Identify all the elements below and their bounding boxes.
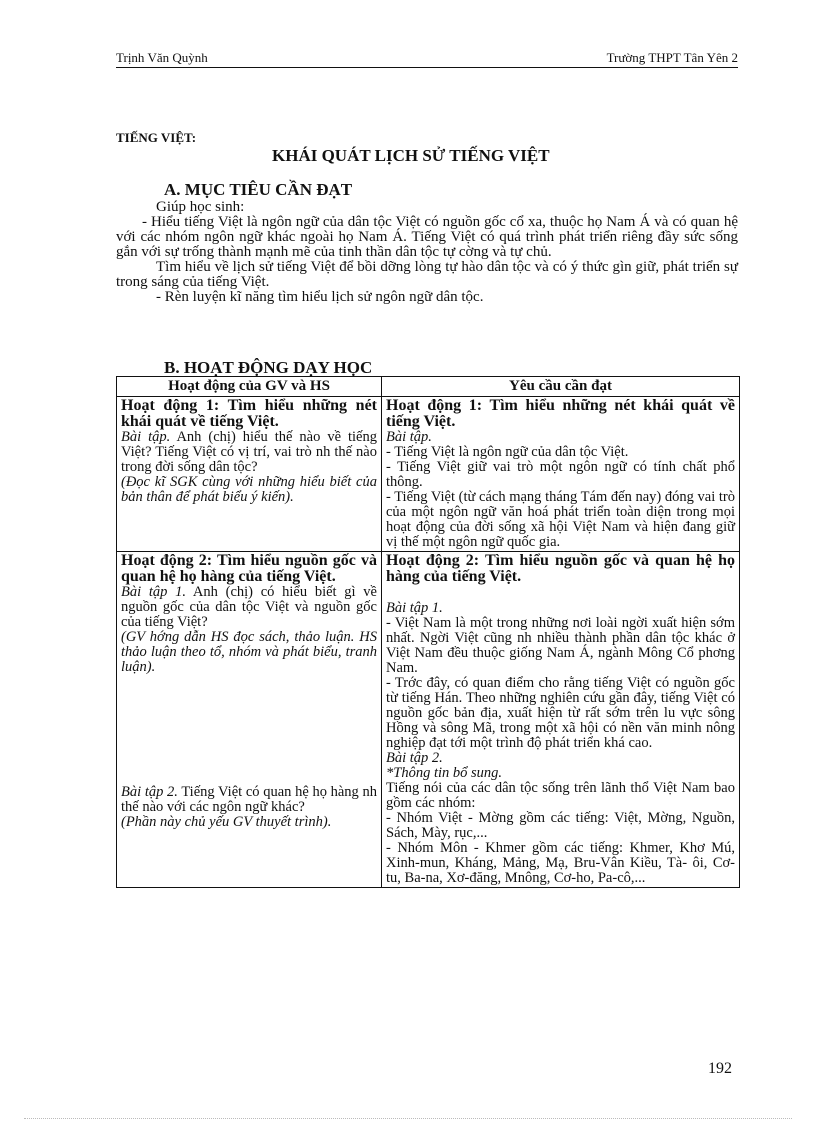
activities-table — [116, 376, 740, 888]
page-header — [116, 50, 738, 68]
exercise-1-note: (GV hớng dẫn HS đọc sách, thảo luận. HS thảo luận theo tổ, nhóm và phát biểu, tranh luận). — [121, 629, 377, 675]
answer-paragraph: - Nhóm Việt - Mờng gồm các tiếng: Việt, Mờng, Nguồn, Sách, Mày, rục,... — [386, 810, 735, 841]
exercise-1-label: Bài tập 1. — [386, 600, 443, 616]
row2-right-cell — [382, 552, 740, 888]
activity-2-title-left: Hoạt động 2: Tìm hiểu nguồn gốc và quan hệ họ hàng của tiếng Việt. — [121, 552, 377, 585]
row2-left-cell — [117, 552, 382, 888]
table-row — [117, 397, 740, 552]
section-a-heading: A. MỤC TIÊU CẦN ĐẠT — [164, 180, 353, 199]
activity-1-title-left: Hoạt động 1: Tìm hiểu những nét khái quát về tiếng Việt. — [121, 397, 377, 430]
subject-label: TIẾNG VIỆT: — [116, 130, 197, 145]
header-school: Trường THPT Tân Yên 2 — [606, 50, 738, 65]
activity-2-title-right: Hoạt động 2: Tìm hiểu nguồn gốc và quan hệ họ hàng của tiếng Việt. — [386, 552, 735, 585]
exercise-1-text: Anh (chị) có hiểu biết gì về nguồn gốc của dân tộc Việt và nguồn gốc của tiếng Việt? — [121, 584, 377, 630]
exercise-2-question — [121, 785, 377, 815]
answer-line: - Tiếng Việt giữ vai trò một ngôn ngữ có tính chất phổ thông. — [386, 459, 735, 490]
intro-paragraph-1: - Hiểu tiếng Việt là ngôn ngữ của dân tộc Việt có nguồn gốc cổ xa, thuộc họ Nam Á và có quan hệ với các nhóm ngôn ngữ khác ngoài họ Nam Á. Tiếng Việt có quá trình phát triển riêng đầy sức sống gắn với sự trống thành mạnh mẽ của tinh thần dân tộc tự cờng và tự chủ. — [116, 214, 738, 260]
column-header-left: Hoạt động của GV và HS — [117, 377, 382, 397]
exercise-label: Bài tập. — [386, 429, 432, 445]
activity-1-title-right: Hoạt động 1: Tìm hiểu những nét khái quát về tiếng Việt. — [386, 397, 735, 430]
answer-paragraph: - Việt Nam là một trong những nơi loài ngời xuất hiện sớm nhất. Ngời Việt cũng nh nhiều thành phần dân tộc khác ở Việt Nam đều thuộc giống Nam Á, ngành Mông Cổ phơng Nam. — [386, 615, 735, 676]
exercise-2-label: Bài tập 2. — [386, 750, 443, 766]
answer-line: - Tiếng Việt (từ cách mạng tháng Tám đến nay) đóng vai trò của một ngôn ngữ văn hoá phát triển toàn diện trong mọi hoạt động của đời sống xã hội Việt Nam và hiện đang giữ vị thế một ngôn ngữ quốc gia. — [386, 489, 735, 550]
answer-paragraph: Tiếng nói của các dân tộc sống trên lãnh thổ Việt Nam bao gồm các nhóm: — [386, 780, 735, 811]
page-number: 192 — [708, 1060, 732, 1077]
footer-divider — [24, 1118, 792, 1119]
cell-spacer — [386, 585, 735, 601]
exercise-label: Bài tập. — [121, 429, 171, 445]
exercise-1-question — [121, 585, 377, 630]
exercise-question — [121, 430, 377, 475]
header-author: Trịnh Văn Quỳnh — [116, 50, 208, 65]
answer-paragraph: - Trớc đây, có quan điểm cho rằng tiếng Việt có nguồn gốc từ tiếng Hán. Theo những nghiên cứu gần đây, tiếng Việt có nguồn gốc bản địa, xuất hiện từ rất sớm trên lu vực sông Hồng và sông Mã, trong một xã hội có nền văn minh nông nghiệp đạt tới một trình độ phát triển khá cao. — [386, 675, 735, 751]
intro-paragraph-3: - Rèn luyện kĩ năng tìm hiểu lịch sử ngôn ngữ dân tộc. — [156, 289, 484, 305]
page-title: KHÁI QUÁT LỊCH SỬ TIẾNG VIỆT — [272, 146, 550, 165]
table-header-row — [117, 377, 740, 397]
answer-line: - Tiếng Việt là ngôn ngữ của dân tộc Việt. — [386, 444, 629, 460]
supplementary-info-label: *Thông tin bổ sung. — [386, 765, 503, 781]
exercise-2-text: Tiếng Việt có quan hệ họ hàng nh thế nào với các ngôn ngữ khác? — [121, 784, 377, 815]
intro-lead: Giúp học sinh: — [156, 199, 245, 215]
exercise-2-note: (Phần này chủ yếu GV thuyết trình). — [121, 814, 332, 830]
answer-paragraph: - Nhóm Môn - Khmer gồm các tiếng: Khmer, Khơ Mú, Xinh-mun, Kháng, Mảng, Mạ, Bru-Vân Kiều, Tà- ôi, Cơ-tu, Ba-na, Xơ-đăng, Mnông, Cơ-ho, Pa-cô,... — [386, 840, 735, 886]
exercise-note: (Đọc kĩ SGK cùng với những hiểu biết của bản thân để phát biểu ý kiến). — [121, 474, 377, 505]
section-b-heading: B. HOẠT ĐỘNG DẠY HỌC — [164, 358, 373, 377]
intro-paragraph-2: Tìm hiểu về lịch sử tiếng Việt để bồi dỡng lòng tự hào dân tộc và có ý thức gìn giữ, phát triển sự trong sáng của tiếng Việt. — [116, 259, 738, 290]
section-a-body — [116, 200, 738, 305]
exercise-1-label: Bài tập 1. — [121, 584, 186, 600]
column-header-right: Yêu cầu cần đạt — [382, 377, 740, 397]
exercise-text: Anh (chị) hiểu thế nào về tiếng Việt? Tiếng Việt có vị trí, vai trò nh thế nào trong đời sống dân tộc? — [121, 429, 377, 475]
cell-spacer — [121, 675, 377, 785]
table-row — [117, 552, 740, 888]
row1-right-cell — [382, 397, 740, 552]
row1-left-cell — [117, 397, 382, 552]
exercise-2-label: Bài tập 2. — [121, 784, 178, 800]
